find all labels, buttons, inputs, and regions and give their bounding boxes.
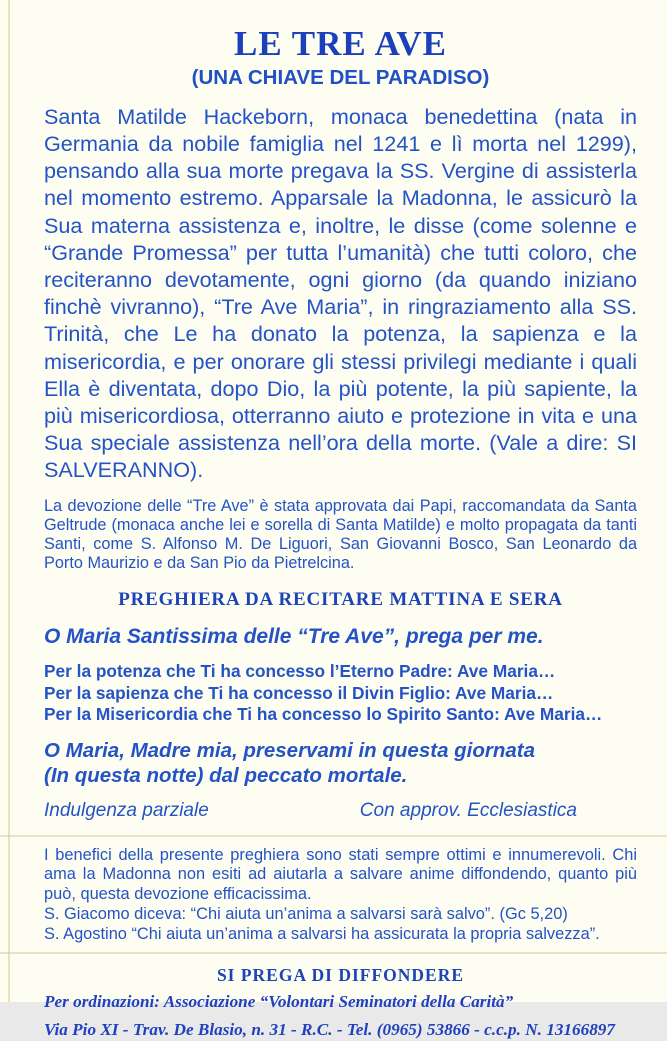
first-invocation: O Maria Santissima delle “Tre Ave”, prega per me. <box>44 625 544 649</box>
petitions-list <box>44 661 637 724</box>
footer-ordering-line: Per ordinazioni: Associazione “Volontari Seminatori della Carità” <box>44 992 514 1012</box>
quote-sant-agostino: S. Agostino “Chi aiuta un’anima a salvarsi ha assicurata la propria salvezza”. <box>44 924 600 943</box>
quote-san-giacomo: S. Giacomo diceva: “Chi aiuta un’anima a salvarsi sarà salvo”. (Gc 5,20) <box>44 904 568 923</box>
page-title: LE TRE AVE <box>234 24 447 63</box>
indulgence-label: Indulgenza parziale <box>44 799 209 821</box>
page-subtitle: (UNA CHIAVE DEL PARADISO) <box>191 65 490 89</box>
ecclesiastical-approval-label: Con approv. Ecclesiastica <box>359 799 577 821</box>
intro-paragraph: Santa Matilde Hackeborn, monaca benedettina (nata in Germania da nobile famiglia nel 1241 e lì morta nel 1299), pensando alla sua morte pregava la SS. Vergine di assisterla nel momento estremo. Apparsale la Madonna, le assicurò la Sua materna assistenza e, inoltre, le disse (come solenne e “Grande Promessa” per tutta l’umanità) che tutti coloro, che reciteranno devotamente, ogni giorno (da quando iniziano finchè vivranno), “Tre Ave Maria”, in ringraziamento alla SS. Trinità, che Le ha donato la potenza, la sapienza e la misericordia, e per onorare gli stessi privilegi mediante i quali Ella è diventata, dopo Dio, la più potente, la più sapiente, la più misericordiosa, otterranno aiuto e protezione in vita e una Sua speciale assistenza nell’ora della morte. (Vale a dire: SI SALVERANNO). <box>44 103 637 483</box>
approval-row <box>44 800 637 822</box>
petition-line-sapienza: Per la sapienza che Ti ha concesso il Divin Figlio: Ave Maria… <box>44 682 554 703</box>
fold-crease-upper <box>0 835 667 837</box>
benefits-paragraph: I benefici della presente preghiera sono stati sempre ottimi e innumerevoli. Chi ama la Madonna non esiti ad aiutarla a salvare anime diffondendo, quanto più può, questa devozione efficacissima. <box>44 845 637 904</box>
petition-line-potenza: Per la potenza che Ti ha concesso l’Eterno Padre: Ave Maria… <box>44 661 556 682</box>
approval-note-paragraph: La devozione delle “Tre Ave” è stata approvata dai Papi, raccomandata da Santa Geltrude (monaca anche lei e sorella di Santa Matilde) e molto propagata da tanti Santi, come S. Alfonso M. De Liguori, San Giovanni Bosco, San Leonardo da Porto Maurizio e da San Pio da Pietrelcina. <box>44 496 637 573</box>
prayer-section-heading: PREGHIERA DA RECITARE MATTINA E SERA <box>118 589 563 611</box>
footer-heading: SI PREGA DI DIFFONDERE <box>216 965 465 986</box>
second-invocation <box>44 738 637 788</box>
fold-crease-vertical <box>8 0 10 1002</box>
second-invocation-line-1: O Maria, Madre mia, preservami in questa giornata <box>44 738 536 762</box>
petition-line-misericordia: Per la Misericordia che Ti ha concesso lo Spirito Santo: Ave Maria… <box>44 703 603 724</box>
second-invocation-line-2: (In questa notte) dal peccato mortale. <box>44 763 408 787</box>
footer-address-line: Via Pio XI - Trav. De Blasio, n. 31 - R.C. - Tel. (0965) 53866 - c.c.p. N. 13166897 <box>44 1019 615 1039</box>
fold-crease-lower <box>0 952 667 954</box>
